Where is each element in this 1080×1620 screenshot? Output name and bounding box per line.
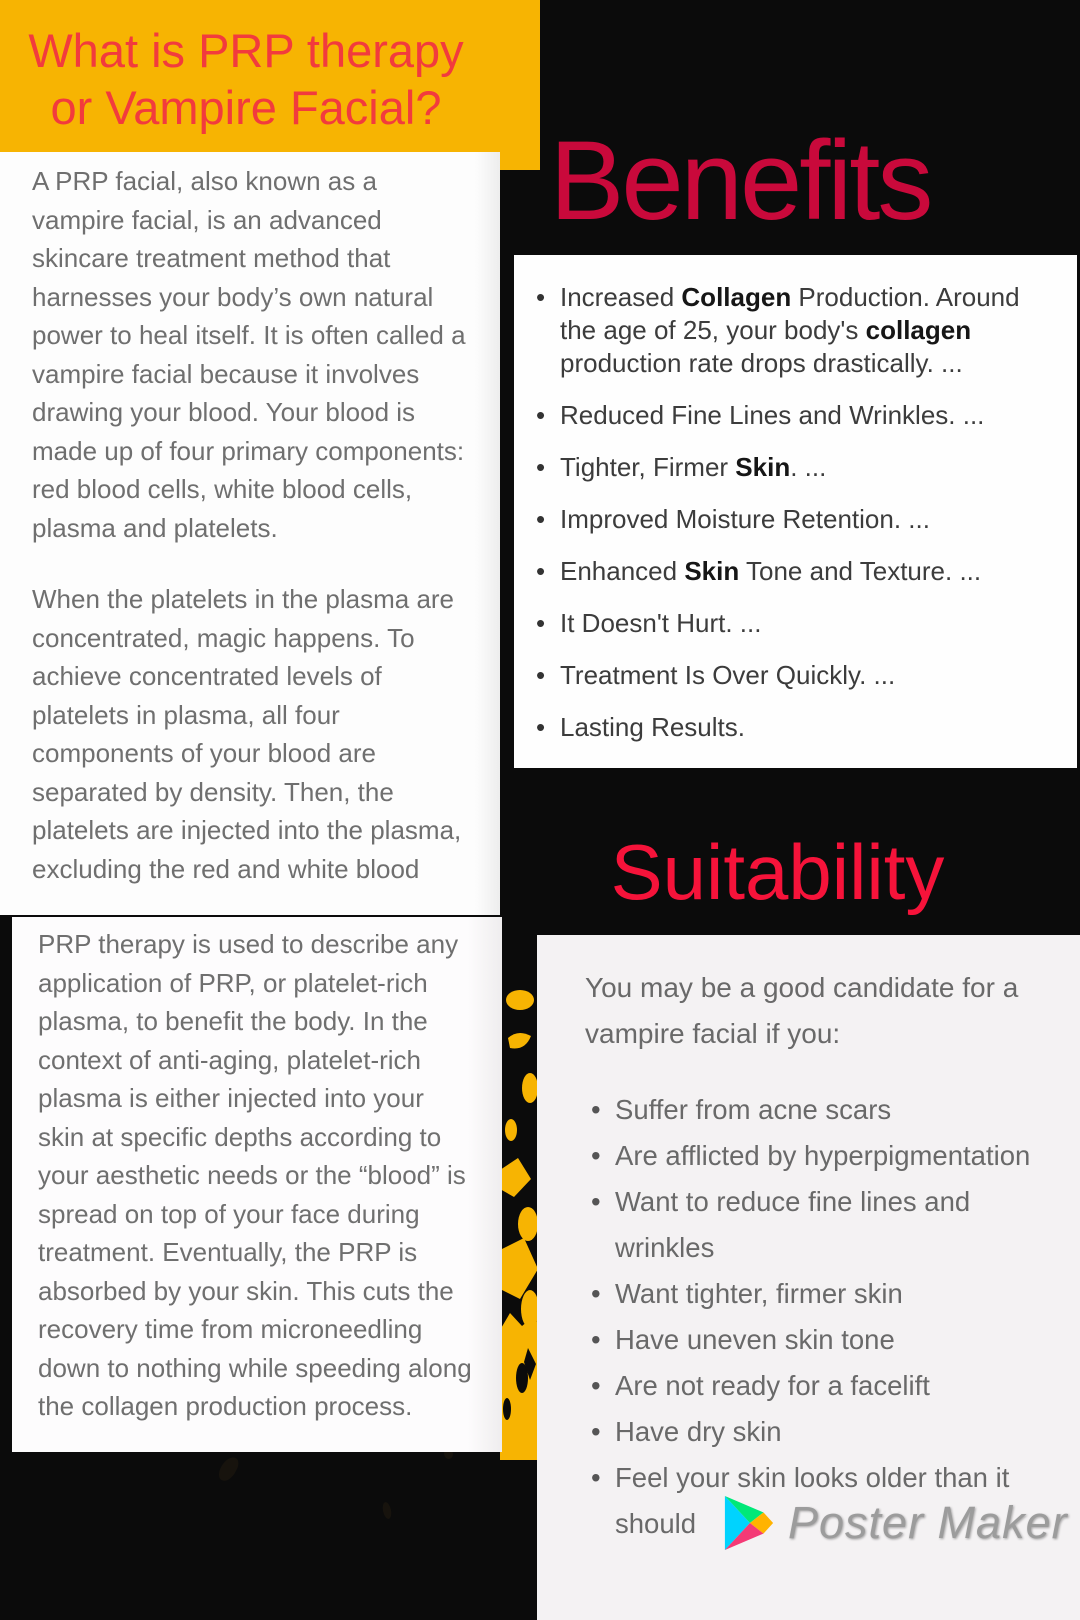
suitability-item: • Want to reduce fine lines and wrinkles bbox=[615, 1179, 1077, 1271]
google-play-triangle-icon bbox=[724, 1496, 774, 1550]
page-title-line1: What is PRP therapy bbox=[28, 24, 464, 77]
benefit-item: • Increased Collagen Production. Around the age of 25, your body's collagen production rate drops drastically. ... bbox=[560, 281, 1055, 380]
benefit-item: • Tighter, Firmer Skin. ... bbox=[560, 451, 1055, 484]
suitability-item: • Want tighter, firmer skin bbox=[615, 1271, 1077, 1317]
suitability-heading: Suitability bbox=[610, 828, 945, 916]
ink-drip bbox=[216, 1454, 241, 1484]
therapy-paragraph: PRP therapy is used to describe any application of PRP, or platelet-rich plasma, to benefit the body. In the context of anti-aging, platelet-rich plasma is either injected into your skin at specific depths according to your aesthetic needs or the “blood” is spread on top of your face during treatment. Eventually, the PRP is absorbed by your skin. This cuts the recovery time from microneedling down to nothing while speeding along the collagen production process. bbox=[38, 929, 472, 1421]
intro-paragraphs bbox=[32, 162, 472, 912]
page-title bbox=[0, 22, 492, 136]
benefits-heading: Benefits bbox=[549, 118, 931, 243]
watermark-label: Poster Maker bbox=[788, 1497, 1068, 1548]
suitability-item: • Have dry skin bbox=[615, 1409, 1077, 1455]
benefit-item: • Lasting Results. bbox=[560, 711, 1055, 744]
benefit-item: • It Doesn't Hurt. ... bbox=[560, 607, 1055, 640]
paint-splatter-texture bbox=[500, 768, 540, 1460]
benefit-item: • Enhanced Skin Tone and Texture. ... bbox=[560, 555, 1055, 588]
suitability-item: • Feel your skin looks older than it should bbox=[615, 1455, 1077, 1547]
benefit-item: • Treatment Is Over Quickly. ... bbox=[560, 659, 1055, 692]
benefit-item: • Improved Moisture Retention. ... bbox=[560, 503, 1055, 536]
benefit-item: • Reduced Fine Lines and Wrinkles. ... bbox=[560, 399, 1055, 432]
benefits-panel bbox=[514, 255, 1077, 768]
suitability-item: • Have uneven skin tone bbox=[615, 1317, 1077, 1363]
suitability-item: • Suffer from acne scars bbox=[615, 1087, 1077, 1133]
page-title-line2: or Vampire Facial? bbox=[50, 81, 442, 134]
intro-paragraph-2: When the platelets in the plasma are concentrated, magic happens. To achieve concentrated levels of platelets in plasma, all four components of your blood are separated by density. Then, the platelets are injected into the plasma, excluding the red and white blood bbox=[32, 584, 462, 884]
suitability-item: • Are afflicted by hyperpigmentation bbox=[615, 1133, 1077, 1179]
intro-paragraph-1: A PRP facial, also known as a vampire facial, is an advanced skincare treatment method that harnesses your body’s own natural power to heal itself. It is often called a vampire facial because it involves drawing your blood. Your blood is made up of four primary components: red blood cells, white blood cells, plasma and platelets. bbox=[32, 166, 466, 543]
suitability-item: • Are not ready for a facelift bbox=[615, 1363, 1077, 1409]
benefits-list bbox=[514, 255, 1077, 744]
ink-drip bbox=[381, 1501, 392, 1519]
suitability-intro: You may be a good candidate for a vampire facial if you: bbox=[585, 972, 1019, 1049]
poster-maker-watermark bbox=[724, 1496, 1068, 1550]
suitability-list bbox=[615, 1087, 1077, 1547]
